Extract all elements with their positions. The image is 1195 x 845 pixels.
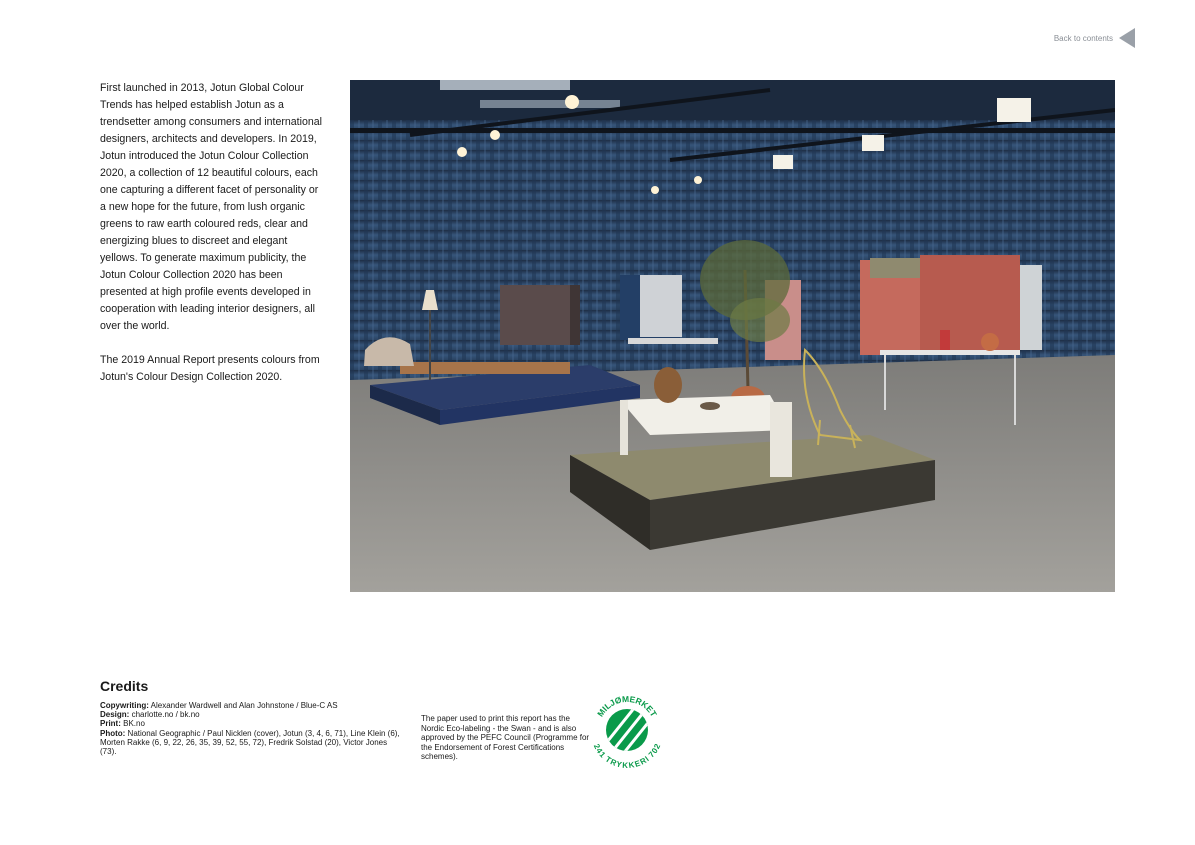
- credits-design-label: Design:: [100, 710, 130, 720]
- credits-title: Credits: [100, 678, 149, 694]
- intro-paragraph: First launched in 2013, Jotun Global Colour Trends has helped establish Jotun as a trendsetter among consumers and international designers, architects and developers. In 2019, Jotun introduced the Jotun Colour Collection 2020, a collection of 12 beautiful colours, each one capturing a different facet of personality or a new hope for the future, from lush organic greens to raw earth coloured reds, clear and energizing blues to discreet and elegant yellows. To generate maximum publicity, the Jotun Colour Collection 2020 has been presented at high profile events developed in cooperation with leading interior designers, all over the world.: [100, 82, 323, 332]
- credits-design-value: charlotte.no / bk.no: [129, 710, 200, 720]
- triangle-left-icon: [1119, 28, 1135, 48]
- credits-photo: [100, 729, 400, 757]
- credits-copywriting-label: Copywriting:: [100, 701, 149, 710]
- credits-print: [100, 719, 400, 728]
- credits-photo-value: National Geographic / Paul Nicklen (cover), Jotun (3, 4, 6, 71), Line Klein (6), Morten Rakke (6, 9, 22, 26, 35, 39, 52, 55, 72), Fredrik Solstad (20), Victor Jones (73).: [100, 728, 400, 757]
- exhibition-photo: [350, 80, 1115, 592]
- credits-design: [100, 710, 400, 719]
- nordic-swan-ecolabel-logo: [589, 692, 665, 768]
- ecolabel-top-text: MILJØMERKET: [595, 693, 659, 719]
- paper-note: The paper used to print this report has the Nordic Eco-labeling - the Swan - and is also approved by the PEFC Council (Programme for the Endorsement of Forest Certifications schemes).: [421, 714, 590, 762]
- ecolabel-bottom-text: 241 TRYKKERI 702: [591, 742, 663, 768]
- exhibition-hall-illustration: [350, 80, 1115, 592]
- credits-section: [100, 678, 400, 756]
- credits-print-label: Print:: [100, 719, 121, 729]
- credits-photo-label: Photo:: [100, 728, 126, 738]
- credits-print-value: BK.no: [120, 719, 145, 729]
- back-to-contents-link[interactable]: [1054, 28, 1135, 48]
- credits-copywriting-value: Alexander Wardwell and Alan Johnstone / Blue-C AS: [148, 701, 338, 710]
- back-to-contents-label: Back to contents: [1053, 33, 1113, 43]
- intro-paragraph: The 2019 Annual Report presents colours from Jotun's Colour Design Collection 2020.: [100, 354, 320, 383]
- intro-text: [100, 80, 325, 403]
- credits-copywriting: [100, 701, 400, 710]
